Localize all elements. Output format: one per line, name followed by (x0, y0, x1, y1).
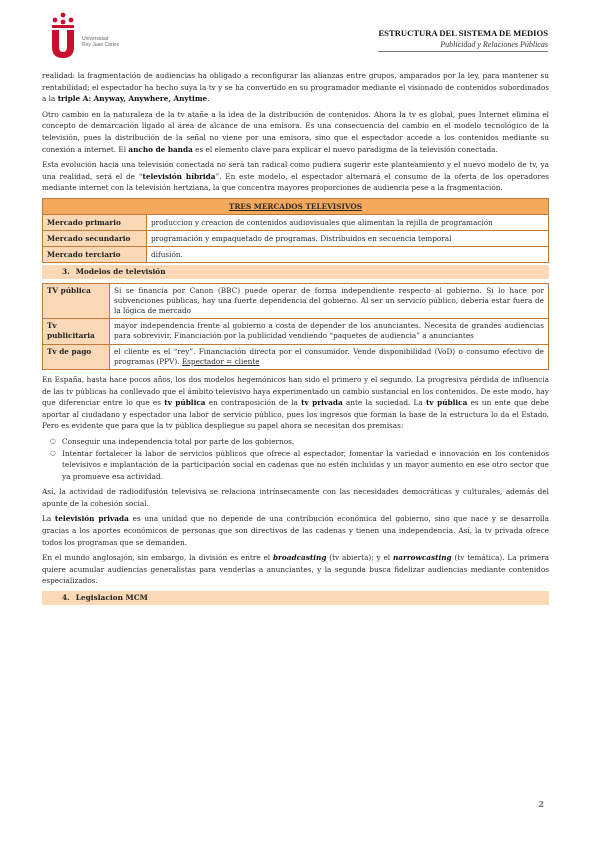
table-cell-key: TV pública (43, 283, 110, 319)
table-row (43, 344, 549, 369)
table-cell-key: Mercado terciario (43, 246, 147, 262)
table-row (43, 283, 549, 319)
document-subtitle: Publicidad y Relaciones Públicas (440, 40, 548, 49)
table-cell-value: mayor independencia frente al gobierno a costa de depender de los anunciantes. Necesita de grandes audiencias para sobrevivir. Financiación por la publicidad vendiendo “paquetes de audiencia” a anunciantes (110, 319, 549, 344)
section-heading-3: 3. Modelos de televisión (42, 265, 549, 279)
paragraph-2: Otro cambio en la naturaleza de la tv atañe a la idea de la distribución de contenidos. Ahora la tv es global, pues Internet elimina el concepto de demarcación ligado al área de alcance de una emisora. Es una consecuencia del cambio en el modelo tecnológico de la televisión, pues la distribución de la señal no viene por una emisora, sino que el espectador accede a los contenidos mediante su conexión a internet. El ancho de banda es el elemento clave para explicar el nuevo paradigma de la televisión conectada. (42, 109, 549, 154)
header-divider (378, 51, 548, 52)
table-row (43, 214, 549, 230)
table-row (43, 319, 549, 344)
page-content (42, 70, 549, 609)
table-cell-key: Mercado primario (43, 214, 147, 230)
paragraph-3: Esta evolución hacia una televisión conectada no será tan radical como pudiera sugerir este planteamiento y el nuevo modelo de tv, ya una realidad, será el de “televisión híbrida”. En este modelo, el espectador alternará el consumo de la oferta de los operadores mediante internet con la televisión hertziana, la que concentra mayores proporciones de audiencia pese a la fragmentación. (42, 160, 549, 193)
table-cell-value: difusión. (147, 246, 549, 262)
paragraph-7: En el mundo anglosajón, sin embargo, la división es entre el broadcasting (tv abierta); y el narrowcasting (tv temática). La primera quiere acumular audiencias generalistas para venderlas a anunciantes, y la segunda busca fidelizar audiencias mediante contenidos especializados. (42, 553, 549, 586)
paragraph-1: realidad: la fragmentación de audiencias ha obligado a reconfigurar las alianzas entre grupos, amparados por la ley, para mantener su rentabilidad; el espectador ha hecho suya la tv y se ha convertido en su programador mediante el visionado de contenidos subordinados a la triple A: Anyway, Anywhere, Anytime. (42, 71, 549, 104)
paragraph-5: Así, la actividad de radiodifusión televisiva se relaciona intrínsecamente con las necesidades democráticas y culturales, además del apunte de la cohesión social. (42, 487, 549, 508)
table-cell-value: Si se financia por Canon (BBC) puede operar de forma independiente respecto al gobierno. Si lo hace por subvenciones públicas, hay una fuerte dependencia del gobierno. Al ser un servicio público, debería estar fuera de la lógica de mercado (110, 283, 549, 319)
table-cell-value: produccion y creacion de contenidos audiovisuales que alimentan la rejilla de programación (147, 214, 549, 230)
table-cell-value: el cliente es el “rey”. Financiación directa por el consumidor. Vende disponibilidad (VoD) o consumo efectivo de programas (PPV). Espectador = cliente (110, 344, 549, 369)
document-title: ESTRUCTURA DEL SISTEMA DE MEDIOS (378, 28, 548, 38)
table-cell-key: Tv publicitaria (43, 319, 110, 344)
university-name-line2: Rey Juan Carlos (82, 42, 119, 48)
section-heading-4: 4. Legislacion MCM (42, 591, 549, 605)
table-cell-key: Mercado secundario (43, 230, 147, 246)
markets-table (42, 198, 549, 263)
university-name (82, 36, 119, 48)
university-name-line1: Universidad (82, 36, 109, 42)
tv-models-table (42, 283, 549, 370)
table-row (43, 246, 549, 262)
list-item: ○ Intentar fortalecer la labor de servicios públicos que ofrece al espectador, fomentar la variedad e innovación en los contenidos televisivos e implantación de la participación social en cadenas que no estén incluidas y un mayor aumento en ese otro sector que ya promueve esa actividad. (62, 448, 549, 483)
premises-list (42, 436, 549, 482)
crown-icon (50, 12, 76, 30)
table-cell-value: programación y empaquetado de programas. Distribuidos en secuencia temporal (147, 230, 549, 246)
paragraph-6: La televisión privada es una unidad que no depende de una contribución económica del gobierno, sino que nace y se desarrolla gracias a los aportes económicos de personas que son directivos de las cadenas y tienen una independencia. Así, la tv privada ofrece todos los programas que se demanden. (42, 514, 549, 547)
list-item: ○ Conseguir una independencia total por parte de los gobiernos. (62, 436, 549, 448)
paragraph-4: En España, hasta hace pocos años, los dos modelos hegemónicos han sido el primero y el segundo. La progresiva pérdida de influencia de las tv públicas ha conllevado que el ámbito televisivo haya experimentado un cambio sustancial en los contenidos. De este modo, hay que diferenciar entre lo que es tv pública en contraposición de la tv privada ante la sociedad. La tv pública es un ente que debe aportar al ciudadano y espectador una labor de servicio público, pues los ingresos que forman la base de la estructura lo da el Estado. Pero es evidente que para que la tv pública despliegue su papel ahora se necesitan dos premisas: (42, 374, 549, 431)
markets-table-title: TRES MERCADOS TELEVISIVOS (43, 198, 549, 214)
page-number: 2 (538, 800, 544, 810)
university-logo-icon (50, 30, 76, 58)
table-row (43, 230, 549, 246)
table-cell-key: Tv de pago (43, 344, 110, 369)
